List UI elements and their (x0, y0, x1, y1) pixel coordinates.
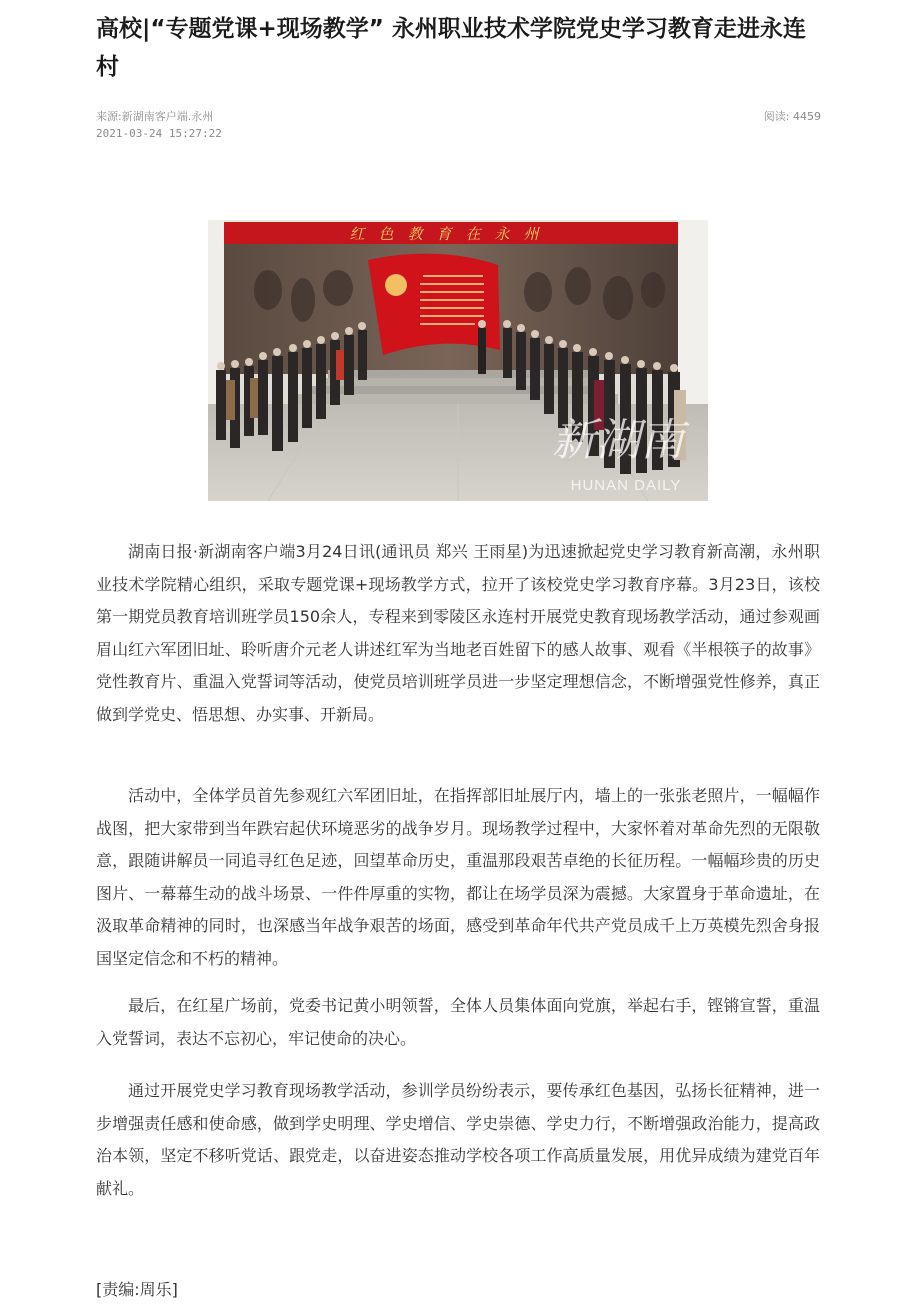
article-paragraph: 活动中，全体学员首先参观红六军团旧址，在指挥部旧址展厅内，墙上的一张张老照片，一幅幅作战图，把大家带到当年跌宕起伏环境恶劣的战争岁月。现场教学过程中，大家怀着对革命先烈的无限敬意，跟随讲解员一同追寻红色足迹，回望革命历史，重温那段艰苦卓绝的长征历程。一幅幅珍贵的历史图片、一幕幕生动的战斗场景、一件件厚重的实物，都让在场学员深为震撼。大家置身于革命遗址，在汲取革命精神的同时，也深感当年战争艰苦的场面，感受到革命年代共产党员成千上万英模先烈舍身报国坚定信念和不朽的精神。 (96, 786, 820, 968)
watermark-text: 新湖南 (552, 415, 684, 466)
article-source: 来源:新湖南客户端.永州 (96, 110, 214, 123)
editor-credit: [责编:周乐] (96, 1280, 178, 1299)
article-paragraph: 通过开展党史学习教育现场教学活动，参训学员纷纷表示，要传承红色基因，弘扬长征精神，进一步增强责任感和使命感，做到学史明理、学史增信、学史崇德、学史力行，不断增强政治能力，提高政治本领，坚定不移听党话、跟党走，以奋进姿态推动学校各项工作高质量发展，用优异成绩为建党百年献礼。 (96, 1081, 820, 1198)
watermark-en-text: HUNAN DAILY (570, 477, 682, 494)
article-timestamp: 2021-03-24 15:27:22 (96, 127, 222, 140)
emblem-icon (385, 274, 407, 296)
article-paragraph: 最后，在红星广场前，党委书记黄小明领誓，全体人员集体面向党旗，举起右手，铿锵宣誓，重温入党誓词，表达不忘初心，牢记使命的决心。 (96, 996, 820, 1048)
article-title: 高校|“专题党课+现场教学” 永州职业技术学院党史学习教育走进永连村 (96, 16, 806, 80)
read-count: 阅读: 4459 (763, 110, 821, 123)
banner-text: 红色教育在永州 (349, 225, 553, 243)
article-photo (208, 220, 708, 501)
article-paragraph: 湖南日报·新湖南客户端3月24日讯(通讯员 郑兴 王雨星)为迅速掀起党史学习教育新高潮，永州职业技术学院精心组织，采取专题党课+现场教学方式，拉开了该校党史学习教育序幕。3月23日，该校第一期党员教育培训班学员150余人，专程来到零陵区永连村开展党史教育现场教学活动，通过参观画眉山红六军团旧址、聆听唐介元老人讲述红军为当地老百姓留下的感人故事、观看《半根筷子的故事》党性教育片、重温入党誓词等活动，使党员培训班学员进一步坚定理想信念，不断增强党性修养，真正做到学党史、悟思想、办实事、开新局。 (96, 542, 820, 724)
